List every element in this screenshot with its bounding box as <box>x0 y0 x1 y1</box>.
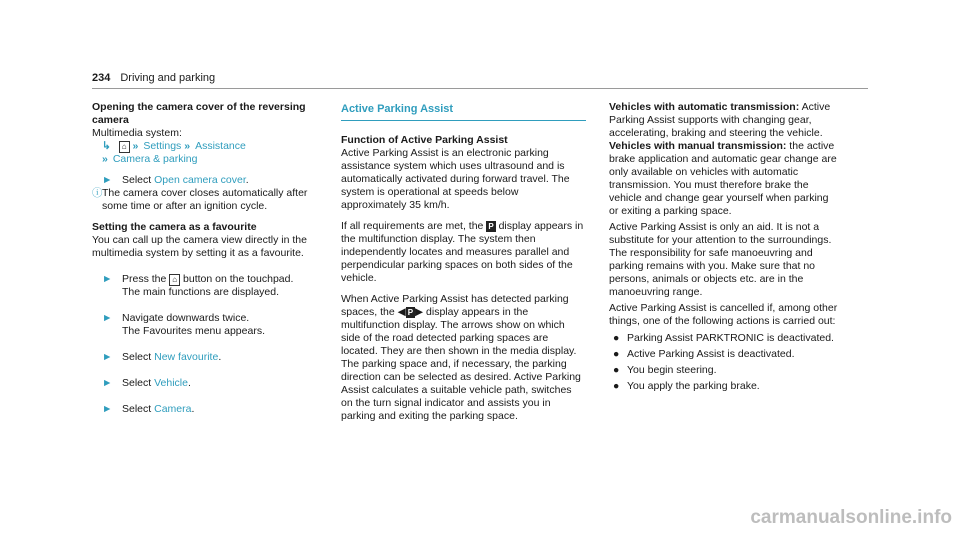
heading-set-favourite: Setting the camera as a favourite <box>92 221 257 233</box>
aid-paragraph: Active Parking Assist is only an aid. It is not a substitute for your attention to the surroundings. The responsibility for safe manoeuvring and parking remains with you. Make sure that no persons, animals or objects etc. are in the manoeuvring range. <box>609 221 832 298</box>
chevron-icon: » <box>102 153 108 165</box>
home-icon: ⌂ <box>119 141 130 153</box>
home-icon: ⌂ <box>169 274 180 286</box>
bullet-item <box>609 364 839 377</box>
info-text: The camera cover closes automatically after some time or after an ignition cycle. <box>102 187 308 212</box>
step-result: The Favourites menu appears. <box>122 325 265 337</box>
section-title: Active Parking Assist <box>341 103 454 115</box>
camera-link[interactable]: Camera <box>154 403 192 415</box>
nav-path-2 <box>92 153 328 166</box>
bullet-text: Parking Assist PARKTRONIC is deactivated. <box>627 332 834 344</box>
label-manual: Vehicles with manual transmission: <box>609 140 787 152</box>
page-header <box>92 72 215 84</box>
bullet-icon: ● <box>613 332 620 344</box>
column-middle <box>341 101 586 423</box>
nav-settings[interactable]: Settings <box>143 140 182 152</box>
column-right <box>609 101 839 396</box>
step-text: Select <box>122 377 155 389</box>
step-arrow-icon: ► <box>102 351 113 363</box>
vehicle-link[interactable]: Vehicle <box>154 377 188 389</box>
nav-assistance[interactable]: Assistance <box>195 140 246 152</box>
chevron-icon: » <box>132 140 139 152</box>
step-arrow-icon: ► <box>102 403 113 415</box>
bullet-item <box>609 332 839 345</box>
para-text: display appears in the multifunction display. The system then independently locates and measures parallel and perpendicular parking spaces on both sides of the vehicle. <box>341 220 584 284</box>
new-favourite-link[interactable]: New favourite <box>154 351 219 363</box>
step-result: The main functions are displayed. <box>122 286 280 298</box>
bullet-text: You apply the parking brake. <box>627 380 760 392</box>
section-rule <box>341 120 586 121</box>
header-rule <box>92 88 868 89</box>
step-arrow-icon: ► <box>102 312 113 324</box>
step-press-home <box>92 273 328 299</box>
step-arrow-icon: ► <box>102 273 113 285</box>
step-select-camera <box>92 403 328 416</box>
step-text: . <box>218 351 222 363</box>
bullet-text: You begin steering. <box>627 364 717 376</box>
para-text: If all requirements are met, the <box>341 220 487 232</box>
step-text: Navigate downwards twice. <box>122 312 250 324</box>
nav-path-1 <box>92 140 328 153</box>
bullet-icon: ● <box>613 380 620 392</box>
para-text: display appears in the multifunction display. The arrows show on which side of the road detected parking spaces are located. They are then shown in the media display. The parking space and, if necessary, the parking direction can be selected as desired. Active Parking Assist calculates a suitable vehicle path, switches on the turn signal indicator and assists you in parking and exiting the parking space. <box>341 306 581 422</box>
step-select-new-favourite <box>92 351 328 364</box>
paragraph-3 <box>341 293 586 423</box>
system-label: Multimedia system: <box>92 127 182 139</box>
step-text: button on the touchpad. <box>180 273 294 285</box>
info-icon: ⓘ <box>92 187 103 199</box>
page-number: 234 <box>92 72 111 84</box>
step-arrow-icon: ► <box>102 174 113 186</box>
step-navigate <box>92 312 328 338</box>
step-text: . <box>245 174 249 186</box>
step-select-vehicle <box>92 377 328 390</box>
bullet-text: Active Parking Assist is deactivated. <box>627 348 795 360</box>
column-left <box>92 101 328 416</box>
step-text: Select <box>122 174 155 186</box>
sub-heading-function: Function of Active Parking Assist <box>341 134 508 146</box>
bullet-icon: ● <box>613 348 620 360</box>
open-camera-cover-link[interactable]: Open camera cover <box>154 174 246 186</box>
auto-transmission-paragraph <box>609 101 839 140</box>
step-text: . <box>187 377 191 389</box>
paragraph-1: Active Parking Assist is an electronic parking assistance system which uses ultrasound and is automatically activated during forward travel. The system is operational at speeds below approximately 35 km/h. <box>341 147 570 211</box>
return-arrow-icon: ↳ <box>102 140 111 152</box>
bullet-item <box>609 348 839 361</box>
para-text: the active brake application and automatic gear change are only available on vehicles with automatic transmission. You must therefore brake the vehicle and change gear yourself when parking or exiting a parking space. <box>609 140 837 217</box>
section-name: Driving and parking <box>120 72 216 84</box>
info-note <box>92 187 328 213</box>
para-text: Active Parking Assist supports with changing gear, accelerating, braking and steering the vehicle. <box>609 101 831 139</box>
watermark: carmanualsonline.info <box>750 507 952 528</box>
bullet-icon: ● <box>613 364 620 376</box>
bullet-item <box>609 380 839 393</box>
parking-symbol-icon: P <box>407 308 414 317</box>
favourite-text: You can call up the camera view directly in the multimedia system by setting it as a favourite. <box>92 234 307 259</box>
nav-camera-parking[interactable]: Camera & parking <box>112 153 198 165</box>
step-text: . <box>191 403 195 415</box>
heading-opening-camera-cover: Opening the camera cover of the reversing camera <box>92 101 306 126</box>
step-select-open-cover <box>92 174 328 187</box>
step-arrow-icon: ► <box>102 377 113 389</box>
step-text: Select <box>122 403 155 415</box>
paragraph-2 <box>341 220 586 285</box>
step-text: Press the <box>122 273 170 285</box>
label-automatic: Vehicles with automatic transmission: <box>609 101 800 113</box>
parking-arrows-icon: ◀ P ▶ <box>397 306 424 318</box>
chevron-icon: » <box>184 140 191 152</box>
manual-transmission-paragraph <box>609 140 839 218</box>
para-text: When Active Parking Assist has detected parking spaces, the <box>341 293 569 318</box>
cancel-paragraph: Active Parking Assist is cancelled if, among other things, one of the following actions is carried out: <box>609 302 838 327</box>
parking-symbol-icon: P <box>488 222 494 231</box>
step-text: Select <box>122 351 155 363</box>
